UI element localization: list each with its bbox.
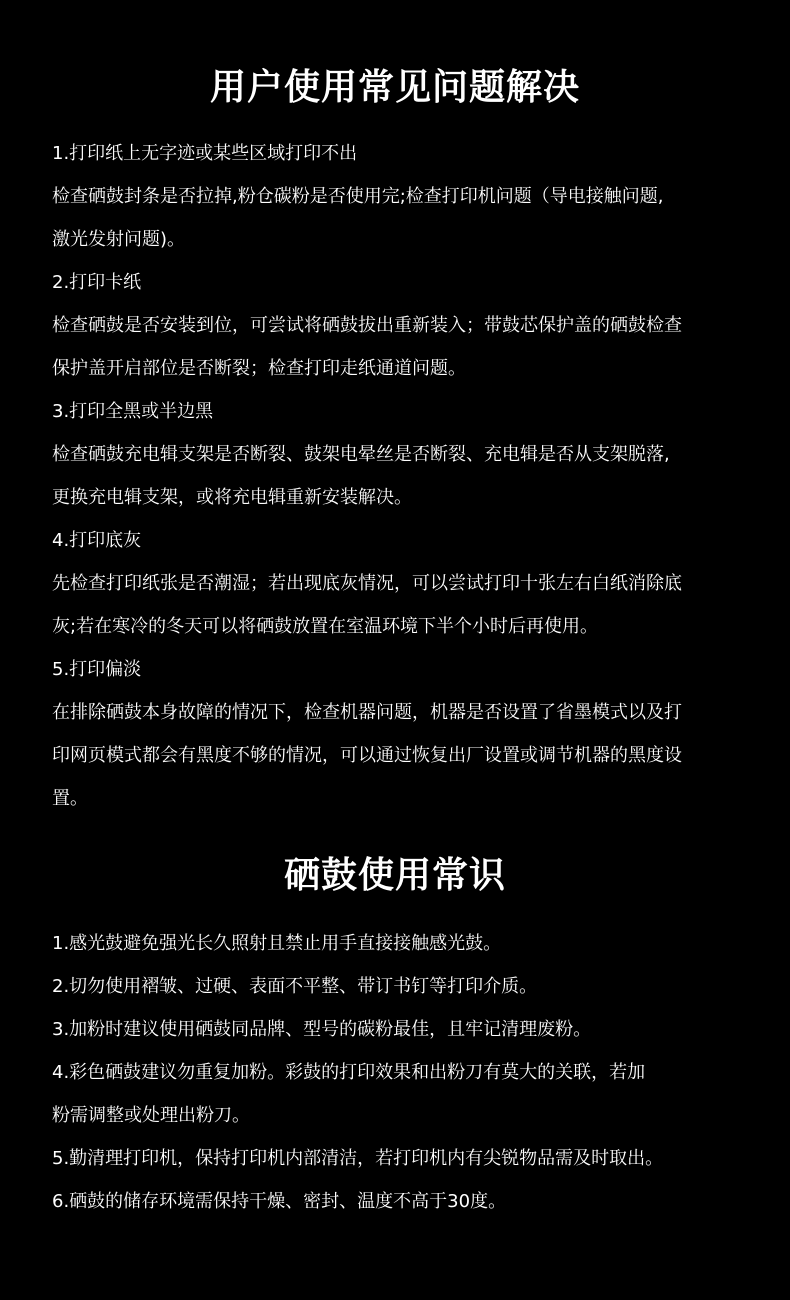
faq-line: 检查硒鼓封条是否拉掉,粉仓碳粉是否使用完;检查打印机问题（导电接触问题, — [52, 186, 664, 207]
tips-title: 硒鼓使用常识 — [283, 855, 506, 896]
faq-line: 在排除硒鼓本身故障的情况下，检查机器问题，机器是否设置了省墨模式以及打 — [52, 702, 682, 723]
faq-line: 印网页模式都会有黑度不够的情况，可以通过恢复出厂设置或调节机器的黑度设 — [52, 745, 682, 766]
tips-line: 3.加粉时建议使用硒鼓同品牌、型号的碳粉最佳，且牢记清理废粉。 — [52, 1019, 592, 1040]
faq-line: 检查硒鼓充电辑支架是否断裂、鼓架电晕丝是否断裂、充电辑是否从支架脱落, — [52, 444, 670, 465]
tips-line: 6.硒鼓的储存环境需保持干燥、密封、温度不高于30度。 — [52, 1191, 507, 1212]
faq-line: 3.打印全黑或半边黑 — [52, 401, 214, 422]
faq-line: 先检查打印纸张是否潮湿；若出现底灰情况，可以尝试打印十张左右白纸消除底 — [52, 573, 682, 594]
faq-line: 5.打印偏淡 — [52, 659, 142, 680]
faq-line: 检查硒鼓是否安装到位，可尝试将硒鼓拔出重新装入；带鼓芯保护盖的硒鼓检查 — [52, 315, 682, 336]
tips-line: 2.切勿使用褶皱、过硬、表面不平整、带订书钉等打印介质。 — [52, 976, 538, 997]
tips-lines — [52, 922, 772, 1223]
faq-line: 灰;若在寒冷的冬天可以将硒鼓放置在室温环境下半个小时后再使用。 — [52, 616, 599, 637]
tips-line: 4.彩色硒鼓建议勿重复加粉。彩鼓的打印效果和出粉刀有莫大的关联，若加 — [52, 1062, 646, 1083]
faq-line: 更换充电辑支架，或将充电辑重新安装解决。 — [52, 487, 412, 508]
faq-line: 激光发射问题)。 — [52, 229, 186, 250]
faq-line: 保护盖开启部位是否断裂；检查打印走纸通道问题。 — [52, 358, 466, 379]
faq-line: 4.打印底灰 — [52, 530, 142, 551]
tips-line: 5.勤清理打印机，保持打印机内部清洁，若打印机内有尖锐物品需及时取出。 — [52, 1148, 664, 1169]
faq-line: 2.打印卡纸 — [52, 272, 142, 293]
faq-line: 置。 — [52, 788, 88, 809]
faq-title: 用户使用常见问题解决 — [209, 67, 580, 108]
faq-line: 1.打印纸上无字迹或某些区域打印不出 — [52, 143, 358, 164]
tips-line: 粉需调整或处理出粉刀。 — [52, 1105, 250, 1126]
tips-line: 1.感光鼓避免强光长久照射且禁止用手直接接触感光鼓。 — [52, 933, 502, 954]
faq-lines — [52, 132, 772, 820]
